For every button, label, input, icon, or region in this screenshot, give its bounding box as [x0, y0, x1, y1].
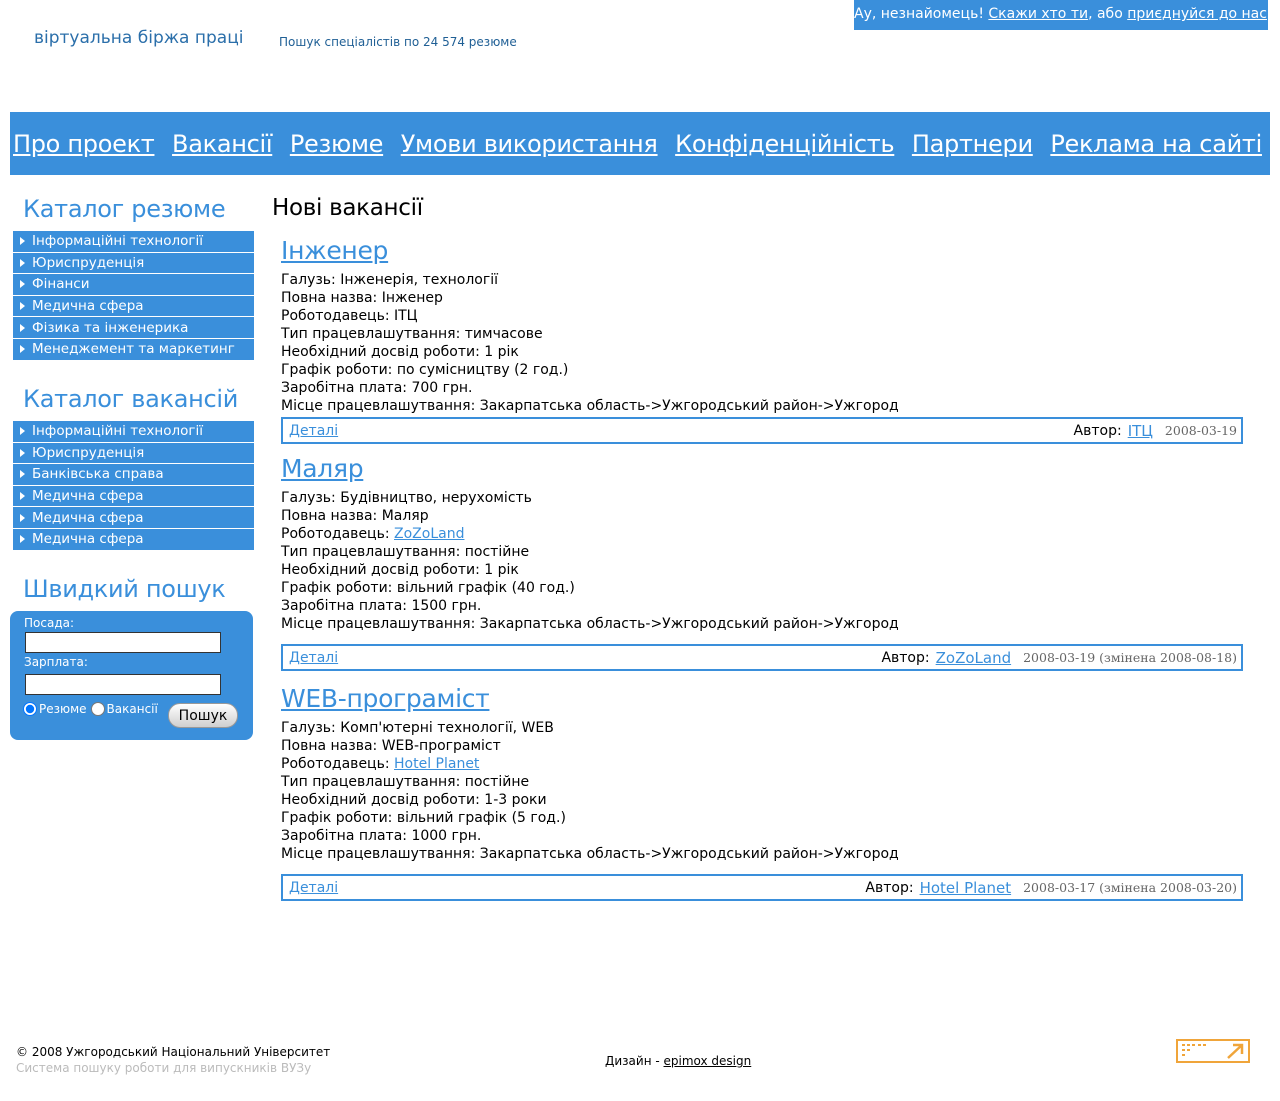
arrow-right-icon: [20, 345, 25, 353]
vacancy-title-link[interactable]: WEB-програміст: [281, 684, 490, 713]
vacancy-location: Місце працевлашутвання: Закарпатська область->Ужгородський район->Ужгород: [281, 846, 899, 862]
details-link[interactable]: Деталі: [289, 649, 339, 666]
vacancy-catalog-title: Каталог вакансій: [23, 385, 239, 413]
option-resume[interactable]: [23, 702, 87, 716]
cat-item-label: Фізика та інженерика: [32, 319, 189, 336]
employer-label: Роботодавець:: [281, 756, 394, 772]
vacancy-cat-item[interactable]: [13, 486, 254, 508]
vacancy-fields: [281, 719, 1243, 863]
nav-about[interactable]: Про проект: [13, 129, 155, 158]
vacancy-date: 2008-03-17 (змінена 2008-03-20): [1023, 880, 1237, 895]
greeting-middle: , або: [1088, 6, 1128, 22]
vacancy-employment-type: Тип працевлашутвання: постійне: [281, 774, 530, 790]
vacancy-schedule: Графік роботи: вільний графік (5 год.): [281, 810, 566, 826]
arrow-right-icon: [20, 302, 25, 310]
arrow-right-icon: [20, 324, 25, 332]
cat-item-label: Юриспруденція: [32, 444, 145, 461]
vacancy-full-name: Повна назва: Інженер: [281, 290, 443, 306]
page-title: Нові вакансії: [272, 195, 423, 221]
vacancy-full-name: Повна назва: Маляр: [281, 508, 429, 524]
cat-item-label: Інформаційні технології: [32, 233, 203, 250]
site-logo[interactable]: віртуальна біржа праці: [34, 28, 244, 48]
quick-search-title: Швидкий пошук: [23, 575, 226, 603]
vacancy-fields: [281, 271, 1243, 415]
employer-link[interactable]: ZoZoLand: [394, 526, 465, 542]
vacancy-schedule: Графік роботи: вільний графік (40 год.): [281, 580, 575, 596]
option-resume-label: Резюме: [39, 702, 87, 716]
vacancy-industry: Галузь: Будівництво, нерухомість: [281, 490, 532, 506]
option-vacancy-label: Вакансії: [106, 702, 158, 716]
design-prefix: Дизайн -: [605, 1054, 664, 1068]
option-vacancy[interactable]: [91, 702, 158, 716]
author-label: Автор:: [881, 649, 930, 666]
resume-cat-item[interactable]: [13, 317, 254, 339]
search-button[interactable]: Пошук: [168, 703, 238, 728]
greeting-bar: [854, 0, 1268, 30]
login-link[interactable]: Скажи хто ти: [988, 6, 1089, 22]
quick-search-panel: [10, 611, 253, 740]
arrow-right-icon: [20, 492, 25, 500]
resume-cat-item[interactable]: [13, 231, 254, 253]
vacancy-employer-row: [281, 307, 1243, 325]
vacancy-experience: Необхідний досвід роботи: 1 рік: [281, 562, 519, 578]
vacancy-card: [281, 684, 1243, 897]
details-link[interactable]: Деталі: [289, 879, 339, 896]
vacancy-salary: Заробітна плата: 1500 грн.: [281, 598, 482, 614]
arrow-right-icon: [20, 449, 25, 457]
arrow-right-icon: [20, 470, 25, 478]
vacancy-experience: Необхідний досвід роботи: 1 рік: [281, 344, 519, 360]
cat-item-label: Банківська справа: [32, 466, 164, 483]
vacancy-schedule: Графік роботи: по сумісництву (2 год.): [281, 362, 569, 378]
vacancy-full-name: Повна назва: WEB-програміст: [281, 738, 501, 754]
vacancy-fields: [281, 489, 1243, 633]
search-type-options: [23, 702, 162, 716]
details-link[interactable]: Деталі: [289, 422, 339, 439]
arrow-right-icon: [20, 427, 25, 435]
resume-cat-item[interactable]: [13, 296, 254, 318]
author-link[interactable]: ІТЦ: [1127, 421, 1153, 440]
nav-privacy[interactable]: Конфіденційність: [675, 129, 895, 158]
counter-icon[interactable]: [1176, 1039, 1250, 1063]
design-credit: [605, 1054, 751, 1068]
employer-link[interactable]: Hotel Planet: [394, 756, 480, 772]
vacancy-cat-item[interactable]: [13, 443, 254, 465]
vacancy-salary: Заробітна плата: 1000 грн.: [281, 828, 482, 844]
vacancy-footer: [281, 644, 1243, 671]
cat-item-label: Медична сфера: [32, 531, 144, 548]
counter-graphic: [1178, 1041, 1248, 1061]
author-link[interactable]: ZoZoLand: [935, 648, 1012, 667]
vacancy-employer-row: [281, 755, 1243, 773]
vacancy-card: [281, 454, 1243, 667]
nav-terms[interactable]: Умови використання: [400, 129, 658, 158]
salary-input[interactable]: [25, 674, 221, 695]
vacancy-location: Місце працевлашутвання: Закарпатська область->Ужгородський район->Ужгород: [281, 398, 899, 414]
position-input[interactable]: [25, 632, 221, 653]
author-label: Автор:: [1073, 422, 1122, 439]
employer-name: ІТЦ: [394, 308, 418, 324]
position-label: Посада:: [24, 616, 75, 630]
vacancy-location: Місце працевлашутвання: Закарпатська область->Ужгородський район->Ужгород: [281, 616, 899, 632]
vacancy-employment-type: Тип працевлашутвання: постійне: [281, 544, 530, 560]
cat-item-label: Медична сфера: [32, 509, 144, 526]
employer-label: Роботодавець:: [281, 308, 394, 324]
arrow-right-icon: [20, 514, 25, 522]
vacancy-cat-item[interactable]: [13, 507, 254, 529]
vacancy-catalog-list: [13, 421, 254, 551]
cat-item-label: Фінанси: [32, 276, 90, 293]
resume-cat-item[interactable]: [13, 339, 254, 361]
radio-resume[interactable]: [23, 702, 37, 716]
resume-cat-item[interactable]: [13, 253, 254, 275]
vacancy-industry: Галузь: Інженерія, технології: [281, 272, 499, 288]
vacancy-salary: Заробітна плата: 700 грн.: [281, 380, 473, 396]
resume-catalog-title: Каталог резюме: [23, 195, 226, 223]
resume-cat-item[interactable]: [13, 274, 254, 296]
nav-resumes[interactable]: Резюме: [289, 129, 384, 158]
copyright-text: © 2008 Ужгородський Національний Університет: [16, 1045, 331, 1059]
vacancy-footer: [281, 417, 1243, 444]
arrow-right-icon: [20, 259, 25, 267]
vacancy-cat-item[interactable]: [13, 529, 254, 551]
system-note-text: Система пошуку роботи для випускників ВУЗу: [16, 1061, 312, 1075]
design-link[interactable]: epimox design: [663, 1054, 752, 1068]
vacancy-date: 2008-03-19 (змінена 2008-08-18): [1023, 650, 1237, 665]
author-link[interactable]: Hotel Planet: [919, 878, 1012, 897]
cat-item-label: Менеджемент та маркетинг: [32, 341, 235, 358]
vacancy-title-link[interactable]: Інженер: [281, 236, 389, 265]
cat-item-label: Медична сфера: [32, 298, 144, 315]
salary-label: Зарплата:: [24, 655, 88, 669]
greeting-prefix: Ау, незнайомець!: [854, 6, 989, 22]
vacancy-title-link[interactable]: Маляр: [281, 454, 364, 483]
main-nav: [10, 112, 1270, 175]
vacancy-employment-type: Тип працевлашутвання: тимчасове: [281, 326, 543, 342]
vacancy-date: 2008-03-19: [1164, 423, 1237, 438]
radio-vacancy[interactable]: [91, 702, 105, 716]
vacancy-employer-row: [281, 525, 1243, 543]
vacancy-experience: Необхідний досвід роботи: 1-3 роки: [281, 792, 547, 808]
cat-item-label: Юриспруденція: [32, 254, 145, 271]
cat-item-label: Медична сфера: [32, 488, 144, 505]
resume-catalog-list: [13, 231, 254, 361]
search-count-text: Пошук спеціалістів по 24 574 резюме: [279, 35, 517, 49]
vacancy-cat-item[interactable]: [13, 421, 254, 443]
arrow-right-icon: [20, 280, 25, 288]
employer-label: Роботодавець:: [281, 526, 394, 542]
nav-vacancies[interactable]: Вакансії: [172, 129, 273, 158]
vacancy-card: [281, 236, 1243, 440]
nav-advertising[interactable]: Реклама на сайті: [1050, 129, 1262, 158]
author-label: Автор:: [865, 879, 914, 896]
arrow-right-icon: [20, 535, 25, 543]
vacancy-footer: [281, 874, 1243, 901]
vacancy-industry: Галузь: Комп'ютерні технології, WEB: [281, 720, 554, 736]
vacancy-cat-item[interactable]: [13, 464, 254, 486]
cat-item-label: Інформаційні технології: [32, 423, 203, 440]
nav-partners[interactable]: Партнери: [911, 129, 1033, 158]
arrow-right-icon: [20, 237, 25, 245]
register-link[interactable]: приєднуйся до нас: [1127, 6, 1267, 22]
